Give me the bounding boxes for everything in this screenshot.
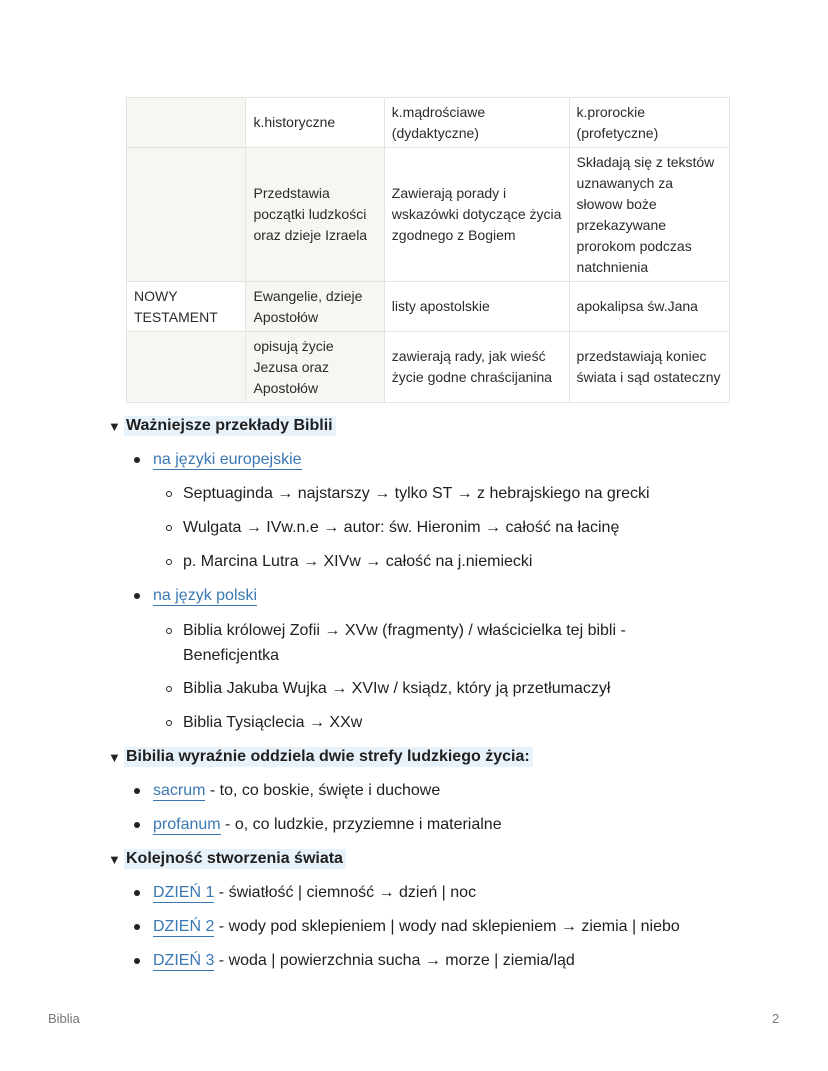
circle-bullet-icon	[166, 720, 172, 726]
table-cell: przedstawiają koniec świata i sąd ostateczny	[569, 332, 729, 403]
table-cell	[127, 148, 246, 282]
link-sacrum[interactable]: sacrum	[153, 781, 206, 799]
table-header-cell: k.mądrościawe (dydaktyczne)	[384, 98, 569, 148]
bullet-icon	[134, 788, 140, 794]
toggle-triangle-icon[interactable]: ▼	[108, 851, 121, 867]
list-item-text: - o, co ludzkie, przyziemne i materialne	[220, 816, 502, 833]
list-item-text: Septuaginda → najstarszy → tylko ST → z hebrajskiego na grecki	[183, 485, 650, 502]
list-item	[134, 808, 798, 842]
list-item	[134, 774, 798, 808]
list-item	[134, 579, 798, 613]
toggle-spheres[interactable]	[108, 743, 798, 771]
link-polish[interactable]: na język polski	[153, 586, 258, 604]
bullet-icon	[134, 822, 140, 828]
footer-title: Biblia	[48, 1011, 80, 1026]
table-row	[127, 98, 730, 148]
link-european[interactable]: na języki europejskie	[153, 450, 302, 468]
toggle-triangle-icon[interactable]: ▼	[108, 418, 121, 434]
list-item	[134, 910, 798, 944]
toggle-creation[interactable]	[108, 845, 798, 873]
table-cell: Składają się z tekstów uznawanych za słowow boże przekazywane prorokom podczas natchnienia	[569, 148, 729, 282]
section-heading: Ważniejsze przekłady Biblii	[124, 416, 336, 436]
list-item-text: - to, co boskie, święte i duchowe	[205, 782, 441, 799]
circle-bullet-icon	[166, 525, 172, 531]
table-cell	[127, 98, 246, 148]
list-item-text: Biblia królowej Zofii → XVw (fragmenty) / właścicielka tej bibli - Beneficjentka	[183, 622, 626, 664]
circle-bullet-icon	[166, 559, 172, 565]
link-day-3[interactable]: DZIEŃ 3	[153, 951, 215, 969]
list-item-text: Biblia Tysiąclecia → XXw	[183, 714, 363, 731]
bullet-icon	[134, 593, 140, 599]
section-heading: Bibilia wyraźnie oddziela dwie strefy ludzkiego życia:	[124, 747, 533, 767]
page-number: 2	[772, 1011, 780, 1026]
table-cell	[127, 332, 246, 403]
link-day-1[interactable]: DZIEŃ 1	[153, 883, 215, 901]
table-row	[127, 332, 730, 403]
table-header-cell: k.historyczne	[246, 98, 384, 148]
toggle-translations[interactable]	[108, 412, 798, 440]
list-item	[134, 876, 798, 910]
list-item-text: - światłość | ciemność → dzień | noc	[214, 884, 477, 901]
list-item-text: Wulgata → IVw.n.e → autor: św. Hieronim → całość na łacinę	[183, 519, 620, 536]
table-cell: NOWY TESTAMENT	[127, 282, 246, 332]
list-item	[134, 443, 798, 477]
circle-bullet-icon	[166, 686, 172, 692]
table-row	[127, 282, 730, 332]
list-item	[166, 706, 798, 740]
books-table	[126, 97, 730, 403]
toggle-triangle-icon[interactable]: ▼	[108, 749, 121, 765]
table-cell: Zawierają porady i wskazówki dotyczące życia zgodnego z Bogiem	[384, 148, 569, 282]
table-cell: opisują życie Jezusa oraz Apostołów	[246, 332, 384, 403]
table-cell: zawierają rady, jak wieść życie godne chraścijanina	[384, 332, 569, 403]
table-row	[127, 148, 730, 282]
table-cell: Ewangelie, dzieje Apostołów	[246, 282, 384, 332]
list-item	[166, 511, 798, 545]
list-item	[166, 672, 798, 706]
list-item-text: - woda | powierzchnia sucha → morze | ziemia/ląd	[214, 952, 575, 969]
list-item-text: Biblia Jakuba Wujka → XVIw / ksiądz, który ją przetłumaczył	[183, 680, 611, 697]
bullet-icon	[134, 958, 140, 964]
table-header-cell: k.prorockie (profetyczne)	[569, 98, 729, 148]
bullet-icon	[134, 890, 140, 896]
list-item	[166, 613, 798, 672]
table-cell: apokalipsa św.Jana	[569, 282, 729, 332]
bullet-icon	[134, 924, 140, 930]
bullet-icon	[134, 457, 140, 463]
link-day-2[interactable]: DZIEŃ 2	[153, 917, 215, 935]
table-cell: listy apostolskie	[384, 282, 569, 332]
list-item-text: p. Marcina Lutra → XIVw → całość na j.niemiecki	[183, 553, 533, 570]
circle-bullet-icon	[166, 628, 172, 634]
notes-content	[108, 412, 798, 978]
circle-bullet-icon	[166, 491, 172, 497]
section-heading: Kolejność stworzenia świata	[124, 849, 346, 869]
table-cell: Przedstawia początki ludzkości oraz dzieje Izraela	[246, 148, 384, 282]
list-item	[166, 545, 798, 579]
link-profanum[interactable]: profanum	[153, 815, 221, 833]
list-item	[166, 477, 798, 511]
list-item-text: - wody pod sklepieniem | wody nad sklepieniem → ziemia | niebo	[214, 918, 680, 935]
list-item	[134, 944, 798, 978]
